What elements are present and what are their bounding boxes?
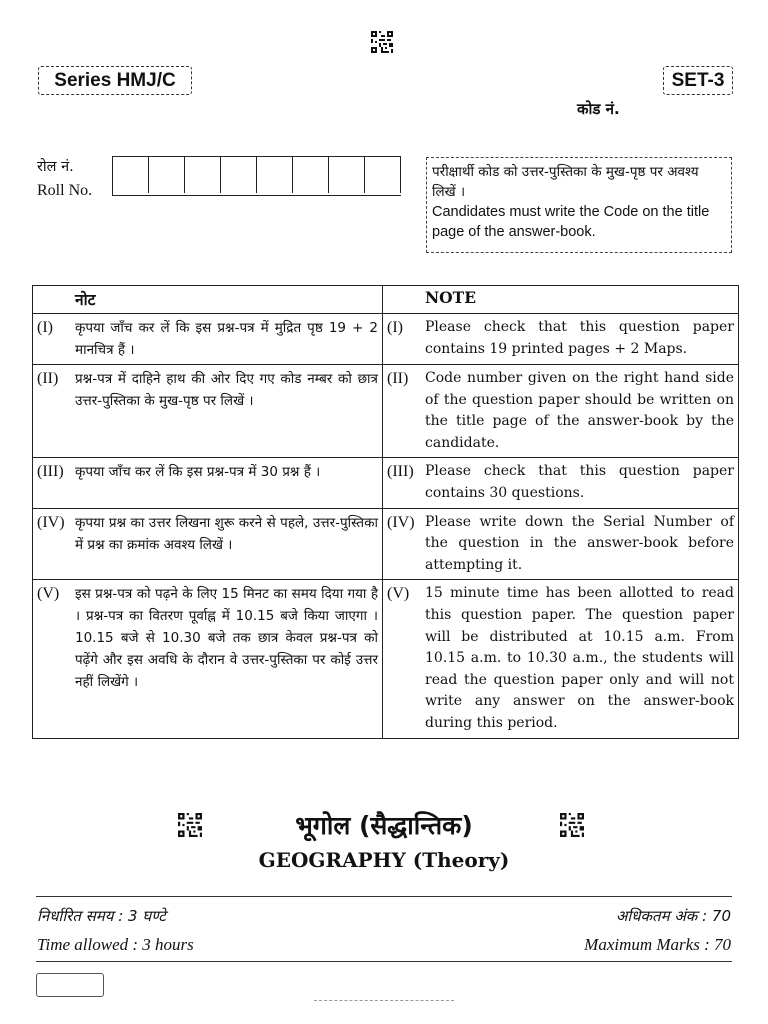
divider bbox=[36, 961, 732, 962]
table-row bbox=[33, 458, 739, 508]
code-number-label: कोड नं. bbox=[577, 100, 620, 118]
roll-label-english: Roll No. bbox=[37, 182, 93, 199]
notes-table bbox=[32, 285, 739, 739]
note-text-english: Please write down the Serial Number of the question in the answer-book before attempting it. bbox=[425, 513, 734, 573]
note-number: (I) bbox=[37, 319, 53, 336]
note-heading-english: NOTE bbox=[383, 286, 739, 314]
table-row bbox=[33, 508, 739, 580]
instruction-english: Candidates must write the Code on the title page of the answer-book. bbox=[432, 204, 710, 240]
note-text-hindi: कृपया जाँच कर लें कि इस प्रश्न-पत्र में मुद्रित पृष्ठ 19 + 2 मानचित्र हैं । bbox=[75, 320, 378, 358]
table-row bbox=[33, 580, 739, 738]
note-number: (IV) bbox=[387, 513, 415, 531]
note-text-hindi: कृपया जाँच कर लें कि इस प्रश्न-पत्र में 30 प्रश्न हैं । bbox=[75, 464, 321, 481]
roll-digit-box[interactable] bbox=[149, 156, 185, 193]
note-text-hindi: प्रश्न-पत्र में दाहिने हाथ की ओर दिए गए कोड नम्बर को छात्र उत्तर-पुस्तिका के मुख-पृष्ठ पर लिखें । bbox=[75, 371, 378, 409]
divider bbox=[36, 896, 732, 897]
footer-mark bbox=[314, 1000, 454, 1001]
roll-digit-box[interactable] bbox=[329, 156, 365, 193]
roll-number-label bbox=[37, 155, 92, 203]
roll-digit-box[interactable] bbox=[365, 156, 401, 193]
note-text-english: 15 minute time has been allotted to read this question paper. The question paper will be distributed at 10.15 a.m. From 10.15 a.m. to 10.30 a.m., the students will read the question paper only and will not write any answer on the answer-book during this period. bbox=[425, 585, 734, 731]
note-number: (I) bbox=[387, 319, 403, 336]
roll-number-boxes[interactable] bbox=[112, 156, 401, 196]
max-marks-hindi: अधिकतम अंक : 70 bbox=[615, 907, 731, 925]
table-row bbox=[33, 365, 739, 458]
candidate-code-instruction bbox=[426, 157, 732, 253]
roll-label-hindi: रोल नं. bbox=[37, 159, 74, 175]
time-allowed-hindi: निर्धारित समय : 3 घण्टे bbox=[37, 907, 166, 925]
note-number: (II) bbox=[37, 370, 59, 387]
note-number: (III) bbox=[37, 463, 64, 481]
note-number: (III) bbox=[387, 463, 414, 481]
note-text-english: Please check that this question paper contains 30 questions. bbox=[425, 463, 734, 501]
set-label: SET-3 bbox=[663, 66, 733, 95]
instruction-hindi: परीक्षार्थी कोड को उत्तर-पुस्तिका के मुख-पृष्ठ पर अवश्य लिखें । bbox=[432, 164, 699, 200]
note-number: (V) bbox=[37, 585, 60, 603]
note-text-english: Code number given on the right hand side of the question paper should be written on the title page of the answer-book by the candidate. bbox=[425, 370, 734, 451]
note-text-hindi: इस प्रश्न-पत्र को पढ़ने के लिए 15 मिनट का समय दिया गया है । प्रश्न-पत्र का वितरण पूर्वाह्न में 10.15 बजे किया जाएगा । 10.15 बजे से 10.30 बजे तक छात्र केवल प्रश्न-पत्र को पढ़ेंगे और इस अवधि के दौरान वे उत्तर-पुस्तिका पर कोई उत्तर नहीं लिखेंगे । bbox=[75, 586, 378, 691]
subject-title-hindi: भूगोल (सैद्धान्तिक) bbox=[295, 811, 473, 840]
note-number: (IV) bbox=[37, 513, 65, 531]
notes-header-row bbox=[33, 286, 739, 314]
roll-digit-box[interactable] bbox=[293, 156, 329, 193]
subject-title-english: GEOGRAPHY (Theory) bbox=[258, 848, 510, 872]
roll-digit-box[interactable] bbox=[257, 156, 293, 193]
note-number: (V) bbox=[387, 585, 410, 603]
qr-code-icon bbox=[371, 31, 393, 53]
roll-digit-box[interactable] bbox=[221, 156, 257, 193]
note-number: (II) bbox=[387, 370, 409, 387]
roll-digit-box[interactable] bbox=[113, 156, 149, 193]
max-marks-english: Maximum Marks : 70 bbox=[584, 935, 731, 954]
note-text-english: Please check that this question paper contains 19 printed pages + 2 Maps. bbox=[425, 319, 734, 357]
table-row bbox=[33, 314, 739, 365]
note-heading-hindi: नोट bbox=[33, 286, 383, 314]
time-allowed-english: Time allowed : 3 hours bbox=[37, 935, 194, 954]
roll-digit-box[interactable] bbox=[185, 156, 221, 193]
blank-box bbox=[36, 973, 104, 997]
series-label: Series HMJ/C bbox=[38, 66, 192, 95]
note-text-hindi: कृपया प्रश्न का उत्तर लिखना शुरू करने से पहले, उत्तर-पुस्तिका में प्रश्न का क्रमांक अवश्य लिखें । bbox=[75, 514, 378, 553]
